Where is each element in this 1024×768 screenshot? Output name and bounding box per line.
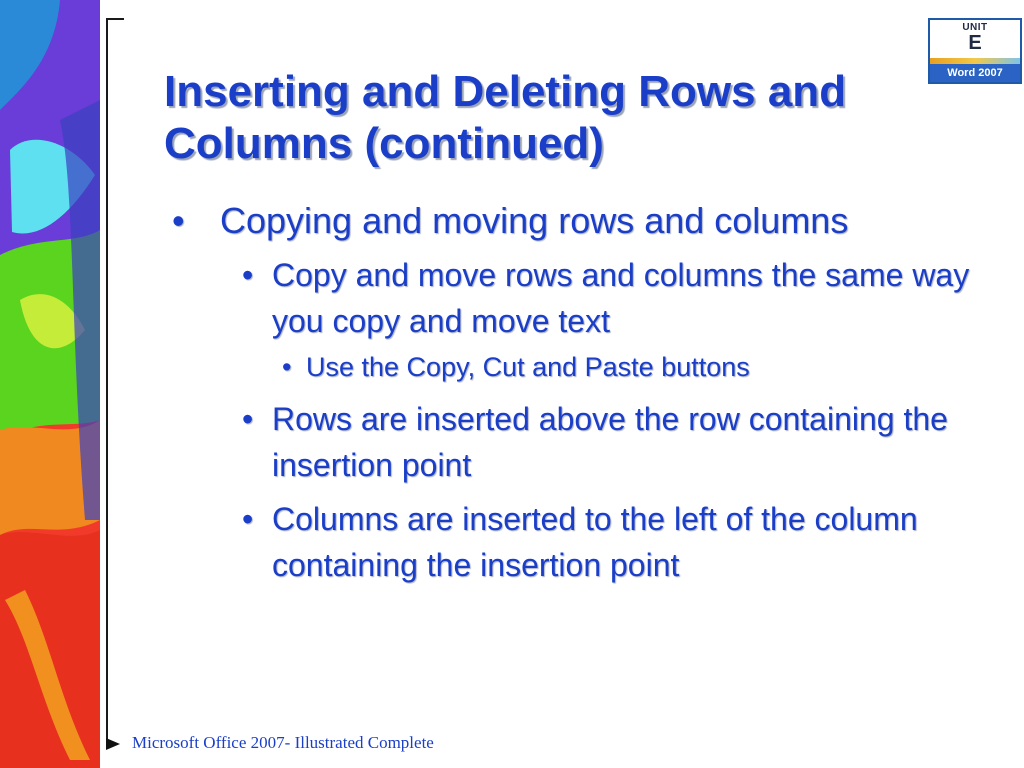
bullet-level2 bbox=[220, 396, 988, 488]
frame-line bbox=[106, 18, 108, 740]
bullet-text: Copying and moving rows and columns bbox=[220, 200, 849, 241]
decorative-paint-strip bbox=[0, 0, 100, 768]
arrow-right-icon bbox=[106, 738, 120, 750]
unit-badge bbox=[928, 18, 1022, 84]
badge-unit-letter: E bbox=[968, 32, 982, 54]
slide-footer bbox=[106, 733, 434, 753]
slide-title: Inserting and Deleting Rows and Columns (continued) bbox=[164, 67, 847, 168]
bullet-level2 bbox=[220, 496, 988, 588]
bullet-text: Use the Copy, Cut and Paste buttons bbox=[306, 352, 750, 382]
bullet-level2 bbox=[220, 252, 988, 344]
bullet-level3 bbox=[276, 348, 988, 386]
frame-corner-tick bbox=[106, 18, 124, 20]
badge-unit-label: UNIT bbox=[962, 22, 988, 33]
badge-product-label: Word 2007 bbox=[930, 64, 1020, 82]
footer-text: Microsoft Office 2007- Illustrated Complete bbox=[132, 733, 434, 752]
bullet-text: Copy and move rows and columns the same way you copy and move text bbox=[272, 257, 970, 339]
bullet-text: Columns are inserted to the left of the column containing the insertion point bbox=[272, 501, 918, 583]
bullet-list bbox=[168, 198, 988, 592]
bullet-text: Rows are inserted above the row containing the insertion point bbox=[272, 401, 948, 483]
bullet-level1 bbox=[168, 198, 988, 244]
